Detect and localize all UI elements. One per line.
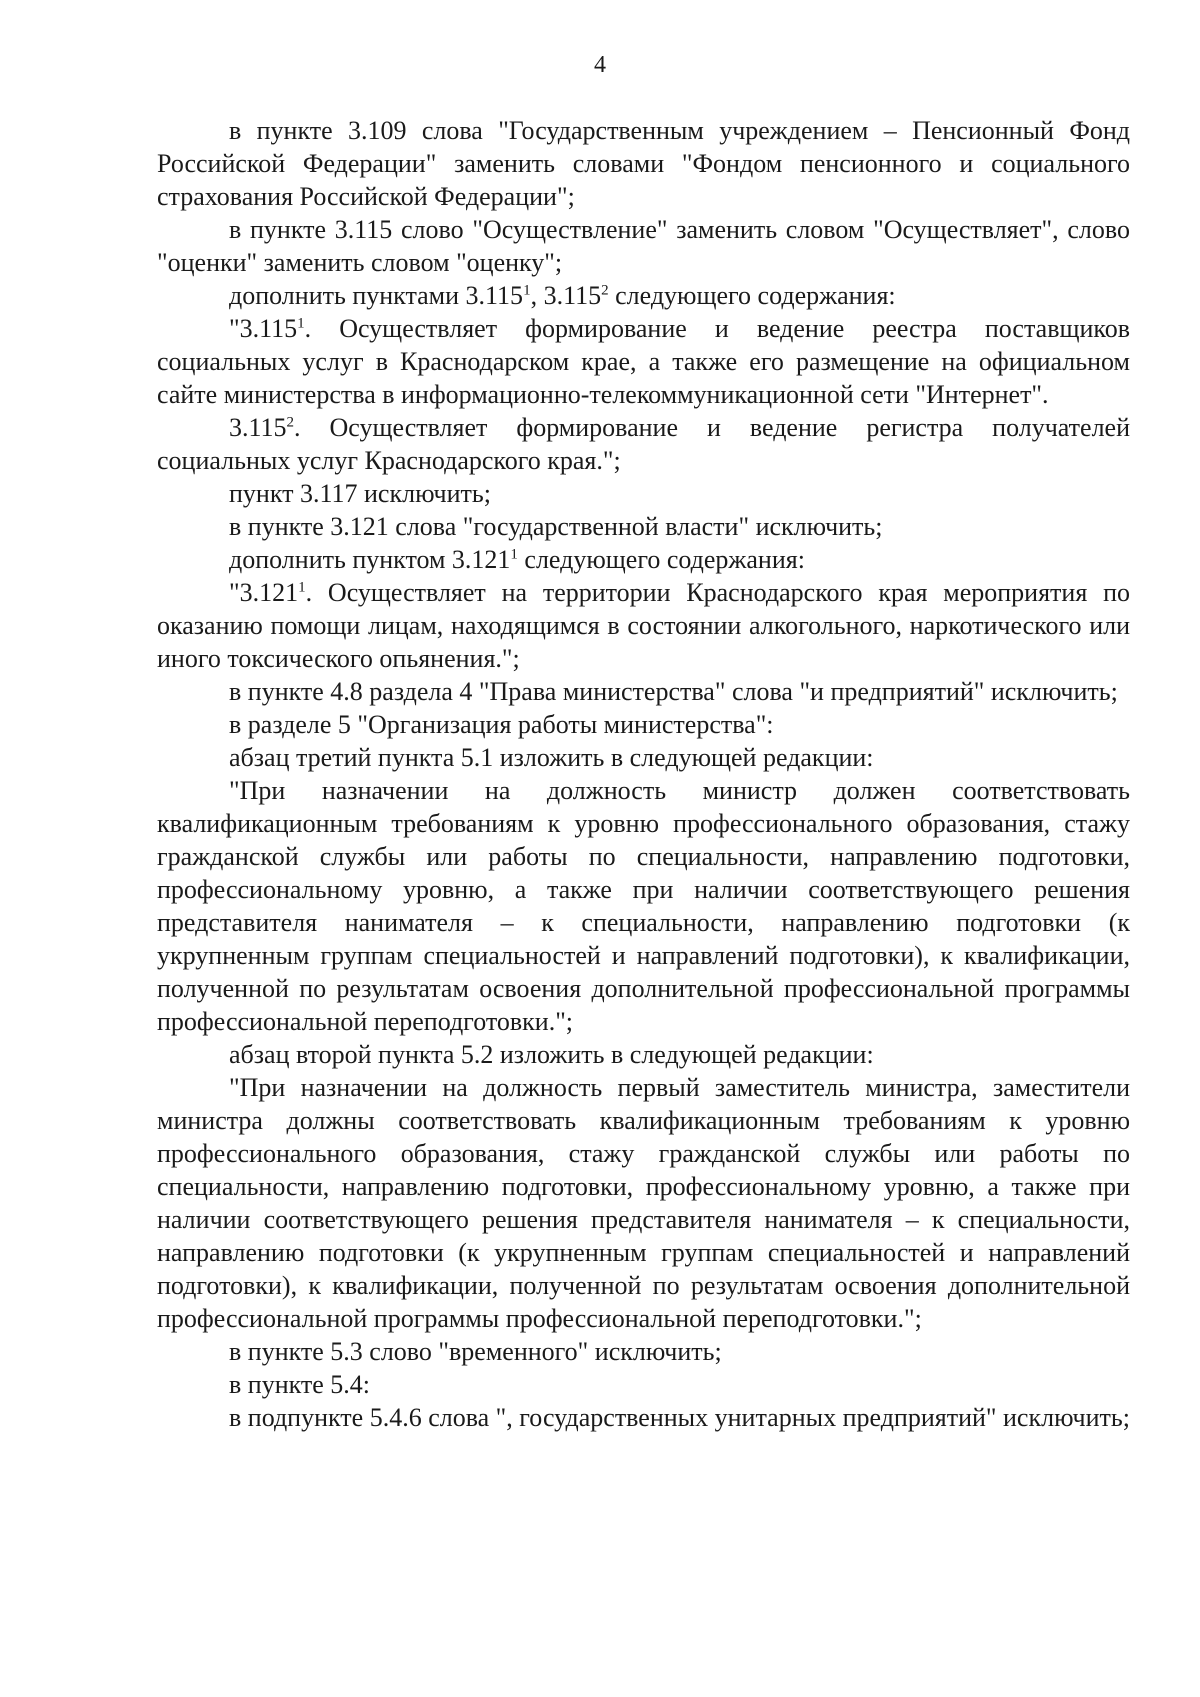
paragraph — [157, 774, 1130, 1038]
paragraph — [157, 543, 1130, 576]
superscript: 1 — [298, 579, 306, 596]
text-segment: "При назначении на должность первый заместитель министра, заместители министра должны соответствовать квалификационным требованиям к уровню профессионального образования, стажу гражданской службы или работы по специальности, направлению подготовки, профессиональному уровню, а также при наличии соответствующего решения представителя нанимателя – к специальности, направлению подготовки (к укрупненным группам специальностей и направлений подготовки), к квалификации, полученной по результатам освоения дополнительной профессиональной программы профессиональной переподготовки."; — [157, 1073, 1130, 1333]
paragraph — [157, 1335, 1130, 1368]
paragraph — [157, 213, 1130, 279]
paragraph — [157, 411, 1130, 477]
superscript: 1 — [523, 282, 531, 299]
text-segment: . Осуществляет формирование и ведение реестра поставщиков социальных услуг в Краснодарском крае, а также его размещение на официальном сайте министерства в информационно-телекоммуникационной сети "Интернет". — [157, 314, 1130, 409]
text-segment: пункт 3.117 исключить; — [229, 479, 491, 508]
text-segment: абзац третий пункта 5.1 изложить в следующей редакции: — [229, 743, 874, 772]
paragraph — [157, 510, 1130, 543]
paragraph — [157, 675, 1130, 708]
paragraph — [157, 114, 1130, 213]
paragraph — [157, 1038, 1130, 1071]
paragraph — [157, 1368, 1130, 1401]
text-segment: в пункте 3.109 слова "Государственным учреждением – Пенсионный Фонд Российской Федерации" заменить словами "Фондом пенсионного и социального страхования Российской Федерации"; — [157, 116, 1130, 211]
superscript: 2 — [601, 282, 609, 299]
paragraph — [157, 576, 1130, 675]
text-segment: дополнить пунктами 3.115 — [229, 281, 524, 310]
text-segment: в пункте 3.115 слово "Осуществление" заменить словом "Осуществляет", слово "оценки" заменить словом "оценку"; — [157, 215, 1130, 277]
text-segment: "3.115 — [229, 314, 298, 343]
page-number: 4 — [594, 52, 606, 78]
text-segment: следующего содержания: — [517, 545, 805, 574]
paragraph — [157, 708, 1130, 741]
text-segment: следующего содержания: — [608, 281, 896, 310]
text-segment: 3.115 — [229, 413, 287, 442]
text-segment: , 3.115 — [530, 281, 602, 310]
superscript: 1 — [510, 546, 518, 563]
text-segment: абзац второй пункта 5.2 изложить в следующей редакции: — [229, 1040, 874, 1069]
text-segment: в разделе 5 "Организация работы министерства": — [229, 710, 774, 739]
paragraph — [157, 741, 1130, 774]
superscript: 2 — [286, 414, 295, 431]
text-segment: "3.121 — [229, 578, 299, 607]
text-segment: "При назначении на должность министр должен соответствовать квалификационным требованиям к уровню профессионального образования, стажу гражданской службы или работы по специальности, направлению подготовки, профессиональному уровню, а также при наличии соответствующего решения представителя нанимателя – к специальности, направлению подготовки (к укрупненным группам специальностей и направлений подготовки), к квалификации, полученной по результатам освоения дополнительной профессиональной программы профессиональной переподготовки."; — [157, 776, 1130, 1036]
paragraph — [157, 477, 1130, 510]
text-segment: в пункте 5.3 слово "временного" исключить; — [229, 1337, 722, 1366]
text-segment: . Осуществляет формирование и ведение регистра получателей социальных услуг Краснодарского края."; — [157, 413, 1130, 475]
text-segment: дополнить пунктом 3.121 — [229, 545, 511, 574]
superscript: 1 — [297, 315, 305, 332]
document-body — [157, 114, 1130, 1434]
paragraph — [157, 312, 1130, 411]
text-segment: в пункте 3.121 слова "государственной власти" исключить; — [229, 512, 883, 541]
text-segment: . Осуществляет на территории Краснодарского края мероприятия по оказанию помощи лицам, находящимся в состоянии алкогольного, наркотического или иного токсического опьянения."; — [157, 578, 1130, 673]
text-segment: в пункте 4.8 раздела 4 "Права министерства" слова "и предприятий" исключить; — [229, 677, 1118, 706]
text-segment: в пункте 5.4: — [229, 1370, 371, 1399]
paragraph — [157, 1401, 1130, 1434]
paragraph — [157, 279, 1130, 312]
text-segment: в подпункте 5.4.6 слова ", государственных унитарных предприятий" исключить; — [229, 1403, 1130, 1432]
paragraph — [157, 1071, 1130, 1335]
